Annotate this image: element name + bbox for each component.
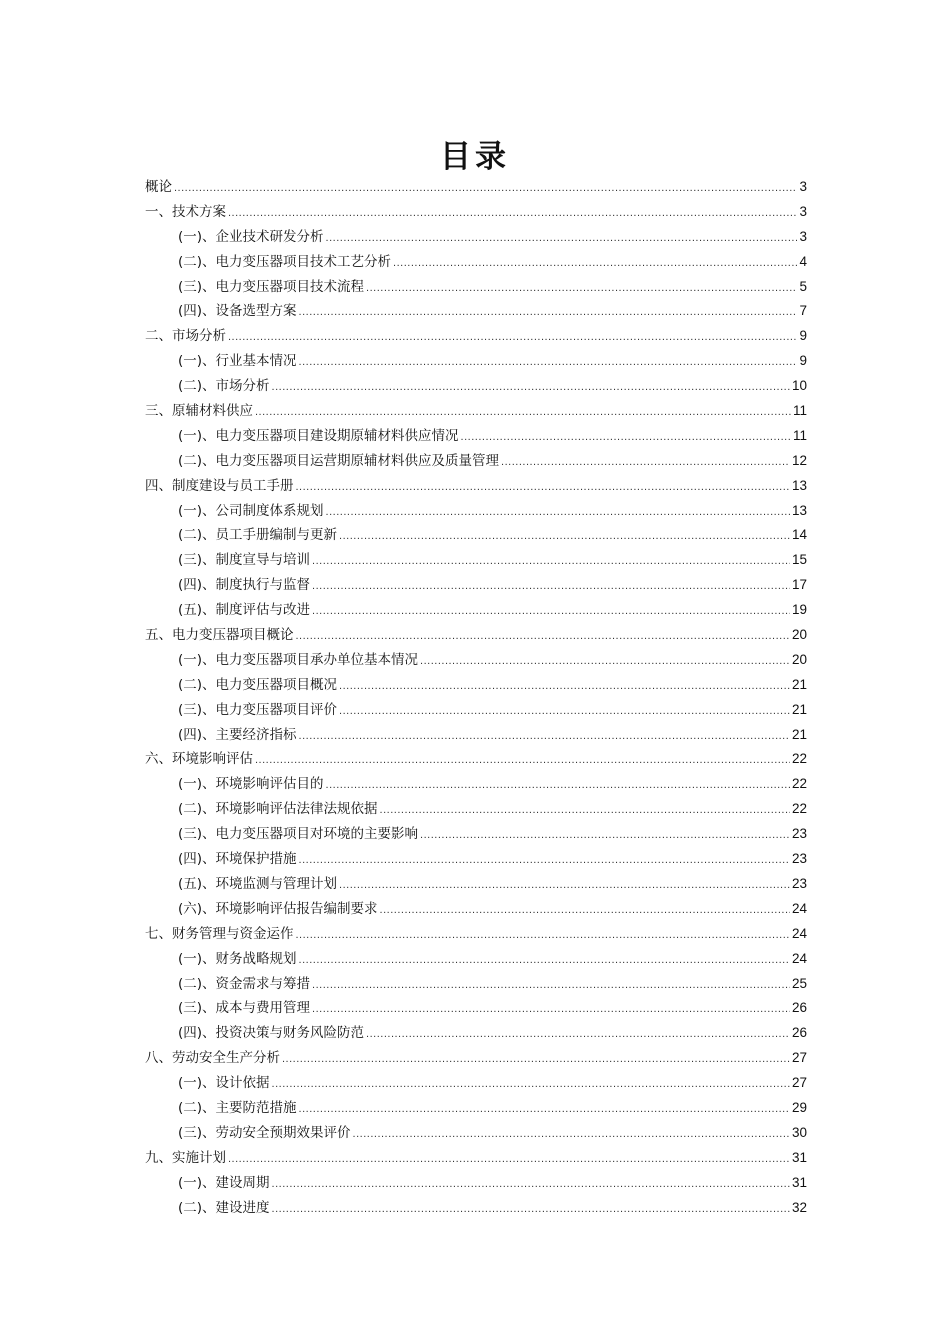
toc-entry-page-number: 13 <box>791 502 807 518</box>
toc-subsection-entry[interactable] <box>145 797 807 822</box>
toc-dot-leader <box>272 1197 790 1222</box>
toc-entry-label: (四)、环境保护措施 <box>178 851 297 868</box>
toc-dot-leader <box>326 226 798 251</box>
toc-dot-leader <box>299 948 790 973</box>
toc-entry-page-number: 23 <box>791 851 807 867</box>
toc-entry-page-number: 3 <box>799 179 807 194</box>
toc-dot-leader <box>299 350 798 375</box>
toc-entry-label: (四)、制度执行与监督 <box>178 577 311 594</box>
toc-entry-label: (二)、电力变压器项目技术工艺分析 <box>178 253 392 270</box>
toc-entry-label: (三)、成本与费用管理 <box>178 1000 311 1017</box>
toc-entry-page-number: 24 <box>791 950 807 966</box>
toc-entry-page-number: 26 <box>791 1025 807 1041</box>
toc-entry-label: 六、环境影响评估 <box>145 751 253 768</box>
toc-entry-label: (二)、电力变压器项目概况 <box>178 676 338 693</box>
toc-subsection-entry[interactable] <box>145 772 807 797</box>
toc-dot-leader <box>380 898 790 923</box>
toc-entry-page-number: 9 <box>799 328 807 344</box>
toc-subsection-entry[interactable] <box>145 374 807 399</box>
toc-entry-label: (一)、企业技术研发分析 <box>178 228 324 245</box>
toc-dot-leader <box>299 848 790 873</box>
toc-section-entry[interactable] <box>145 175 807 200</box>
toc-entry-label: (一)、财务战略规划 <box>178 950 297 967</box>
toc-entry-page-number: 22 <box>791 751 807 767</box>
toc-dot-leader <box>326 500 790 525</box>
toc-entry-page-number: 20 <box>791 651 807 667</box>
toc-entry-label: (二)、电力变压器项目运营期原辅材料供应及质量管理 <box>178 452 500 469</box>
toc-entry-page-number: 5 <box>799 278 807 294</box>
toc-section-entry[interactable] <box>145 474 807 499</box>
toc-subsection-entry[interactable] <box>145 872 807 897</box>
toc-dot-leader <box>393 251 797 276</box>
toc-dot-leader <box>272 1072 790 1097</box>
toc-entry-label: (二)、建设进度 <box>178 1199 270 1216</box>
toc-entry-page-number: 7 <box>799 303 807 319</box>
toc-entry-page-number: 11 <box>792 427 807 443</box>
page-title: 目录 <box>440 139 510 175</box>
toc-subsection-entry[interactable] <box>145 1096 807 1121</box>
toc-entry-label: (五)、环境监测与管理计划 <box>178 875 338 892</box>
toc-entry-label: 八、劳动安全生产分析 <box>145 1050 280 1067</box>
toc-entry-page-number: 24 <box>791 900 807 916</box>
toc-entry-label: (一)、建设周期 <box>178 1174 270 1191</box>
toc-dot-leader <box>461 425 791 450</box>
toc-dot-leader <box>312 997 790 1022</box>
toc-entry-label: 四、制度建设与员工手册 <box>145 477 294 494</box>
toc-entry-page-number: 19 <box>791 602 807 618</box>
toc-entry-label: (三)、劳动安全预期效果评价 <box>178 1124 351 1141</box>
toc-subsection-entry[interactable] <box>145 648 807 673</box>
toc-entry-page-number: 3 <box>799 203 807 219</box>
toc-section-entry[interactable] <box>145 200 807 225</box>
toc-subsection-entry[interactable] <box>145 449 807 474</box>
toc-dot-leader <box>312 549 790 574</box>
toc-entry-label: (二)、员工手册编制与更新 <box>178 527 338 544</box>
toc-entry-page-number: 26 <box>791 1000 807 1016</box>
toc-entry-label: 三、原辅材料供应 <box>145 403 253 420</box>
toc-subsection-entry[interactable] <box>145 822 807 847</box>
toc-subsection-entry[interactable] <box>145 299 807 324</box>
toc-entry-page-number: 31 <box>791 1149 807 1165</box>
toc-dot-leader <box>299 300 798 325</box>
toc-entry-page-number: 15 <box>791 552 807 568</box>
toc-section-entry[interactable] <box>145 399 807 424</box>
toc-subsection-entry[interactable] <box>145 225 807 250</box>
toc-dot-leader <box>312 574 790 599</box>
toc-subsection-entry[interactable] <box>145 673 807 698</box>
toc-dot-leader <box>228 1147 790 1172</box>
toc-entry-page-number: 9 <box>799 353 807 369</box>
toc-entry-label: 七、财务管理与资金运作 <box>145 925 294 942</box>
toc-entry-page-number: 21 <box>791 726 807 742</box>
toc-entry-page-number: 14 <box>791 527 807 543</box>
toc-dot-leader <box>296 923 790 948</box>
toc-entry-label: 二、市场分析 <box>145 328 226 345</box>
toc-section-entry[interactable] <box>145 623 807 648</box>
toc-subsection-entry[interactable] <box>145 1021 807 1046</box>
toc-entry-label: (二)、环境影响评估法律法规依据 <box>178 801 378 818</box>
toc-dot-leader <box>339 674 790 699</box>
toc-subsection-entry[interactable] <box>145 1121 807 1146</box>
toc-dot-leader <box>255 748 790 773</box>
toc-dot-leader <box>174 176 797 201</box>
toc-dot-leader <box>420 823 790 848</box>
toc-entry-label: (一)、公司制度体系规划 <box>178 502 324 519</box>
toc-entry-page-number: 27 <box>791 1075 807 1091</box>
toc-entry-page-number: 21 <box>791 676 807 692</box>
toc-entry-label: 九、实施计划 <box>145 1149 226 1166</box>
toc-entry-page-number: 29 <box>791 1099 807 1115</box>
toc-entry-label: (六)、环境影响评估报告编制要求 <box>178 900 378 917</box>
toc-subsection-entry[interactable] <box>145 1171 807 1196</box>
toc-entry-page-number: 27 <box>791 1050 807 1066</box>
toc-entry-label: 一、技术方案 <box>145 203 226 220</box>
toc-subsection-entry[interactable] <box>145 996 807 1021</box>
toc-entry-label: 概论 <box>145 179 172 195</box>
toc-entry-page-number: 4 <box>799 253 807 269</box>
toc-subsection-entry[interactable] <box>145 548 807 573</box>
toc-entry-page-number: 22 <box>791 776 807 792</box>
toc-entry-label: (三)、电力变压器项目评价 <box>178 701 338 718</box>
toc-dot-leader <box>255 400 791 425</box>
toc-entry-label: (三)、电力变压器项目技术流程 <box>178 278 365 295</box>
toc-entry-page-number: 10 <box>791 378 807 394</box>
toc-dot-leader <box>353 1122 790 1147</box>
toc-entry-page-number: 20 <box>791 627 807 643</box>
toc-subsection-entry[interactable] <box>145 523 807 548</box>
toc-subsection-entry[interactable] <box>145 573 807 598</box>
toc-subsection-entry[interactable] <box>145 250 807 275</box>
toc-dot-leader <box>296 475 790 500</box>
toc-entry-page-number: 30 <box>791 1124 807 1140</box>
toc-section-entry[interactable] <box>145 1046 807 1071</box>
toc-entry-page-number: 13 <box>791 477 807 493</box>
toc-entry-page-number: 24 <box>791 925 807 941</box>
toc-dot-leader <box>420 649 790 674</box>
toc-subsection-entry[interactable] <box>145 424 807 449</box>
toc-entry-label: (三)、制度宣导与培训 <box>178 552 311 569</box>
toc-subsection-entry[interactable] <box>145 499 807 524</box>
toc-entry-label: 五、电力变压器项目概论 <box>145 627 294 644</box>
toc-entry-label: (三)、电力变压器项目对环境的主要影响 <box>178 826 419 843</box>
toc-subsection-entry[interactable] <box>145 1196 807 1221</box>
toc-dot-leader <box>380 798 790 823</box>
toc-entry-label: (四)、设备选型方案 <box>178 303 297 320</box>
toc-dot-leader <box>339 699 790 724</box>
toc-entry-page-number: 22 <box>791 801 807 817</box>
toc-dot-leader <box>339 873 790 898</box>
toc-dot-leader <box>339 524 790 549</box>
toc-subsection-entry[interactable] <box>145 847 807 872</box>
toc-section-entry[interactable] <box>145 324 807 349</box>
table-of-contents <box>145 175 807 1220</box>
toc-dot-leader <box>501 450 790 475</box>
toc-dot-leader <box>299 724 790 749</box>
toc-dot-leader <box>228 201 797 226</box>
toc-subsection-entry[interactable] <box>145 698 807 723</box>
toc-dot-leader <box>366 1022 790 1047</box>
toc-entry-page-number: 3 <box>799 228 807 244</box>
toc-subsection-entry[interactable] <box>145 275 807 300</box>
toc-entry-label: (一)、电力变压器项目建设期原辅材料供应情况 <box>178 427 459 444</box>
toc-subsection-entry[interactable] <box>145 349 807 374</box>
toc-section-entry[interactable] <box>145 922 807 947</box>
toc-entry-page-number: 11 <box>792 403 807 419</box>
toc-entry-label: (二)、资金需求与筹措 <box>178 975 311 992</box>
toc-entry-label: (二)、市场分析 <box>178 378 270 395</box>
toc-entry-page-number: 23 <box>791 875 807 891</box>
toc-entry-label: (一)、行业基本情况 <box>178 353 297 370</box>
toc-entry-label: (二)、主要防范措施 <box>178 1099 297 1116</box>
toc-subsection-entry[interactable] <box>145 897 807 922</box>
toc-entry-label: (一)、环境影响评估目的 <box>178 776 324 793</box>
toc-entry-page-number: 12 <box>791 452 807 468</box>
toc-entry-label: (四)、主要经济指标 <box>178 726 297 743</box>
toc-entry-page-number: 23 <box>791 826 807 842</box>
toc-dot-leader <box>272 1172 790 1197</box>
toc-dot-leader <box>312 599 790 624</box>
toc-section-entry[interactable] <box>145 747 807 772</box>
toc-dot-leader <box>228 325 797 350</box>
toc-entry-label: (四)、投资决策与财务风险防范 <box>178 1025 365 1042</box>
toc-subsection-entry[interactable] <box>145 598 807 623</box>
toc-entry-label: (一)、电力变压器项目承办单位基本情况 <box>178 651 419 668</box>
toc-entry-page-number: 17 <box>791 577 807 593</box>
toc-dot-leader <box>296 624 790 649</box>
toc-dot-leader <box>366 276 797 301</box>
toc-dot-leader <box>272 375 790 400</box>
toc-entry-page-number: 31 <box>791 1174 807 1190</box>
toc-entry-label: (五)、制度评估与改进 <box>178 602 311 619</box>
toc-subsection-entry[interactable] <box>145 972 807 997</box>
toc-entry-page-number: 21 <box>791 701 807 717</box>
toc-dot-leader <box>299 1097 790 1122</box>
toc-entry-page-number: 25 <box>791 975 807 991</box>
toc-dot-leader <box>326 773 790 798</box>
toc-entry-label: (一)、设计依据 <box>178 1075 270 1092</box>
toc-section-entry[interactable] <box>145 1146 807 1171</box>
toc-subsection-entry[interactable] <box>145 947 807 972</box>
toc-dot-leader <box>312 973 790 998</box>
toc-dot-leader <box>282 1047 790 1072</box>
toc-subsection-entry[interactable] <box>145 1071 807 1096</box>
toc-subsection-entry[interactable] <box>145 723 807 748</box>
toc-entry-page-number: 32 <box>791 1199 807 1215</box>
